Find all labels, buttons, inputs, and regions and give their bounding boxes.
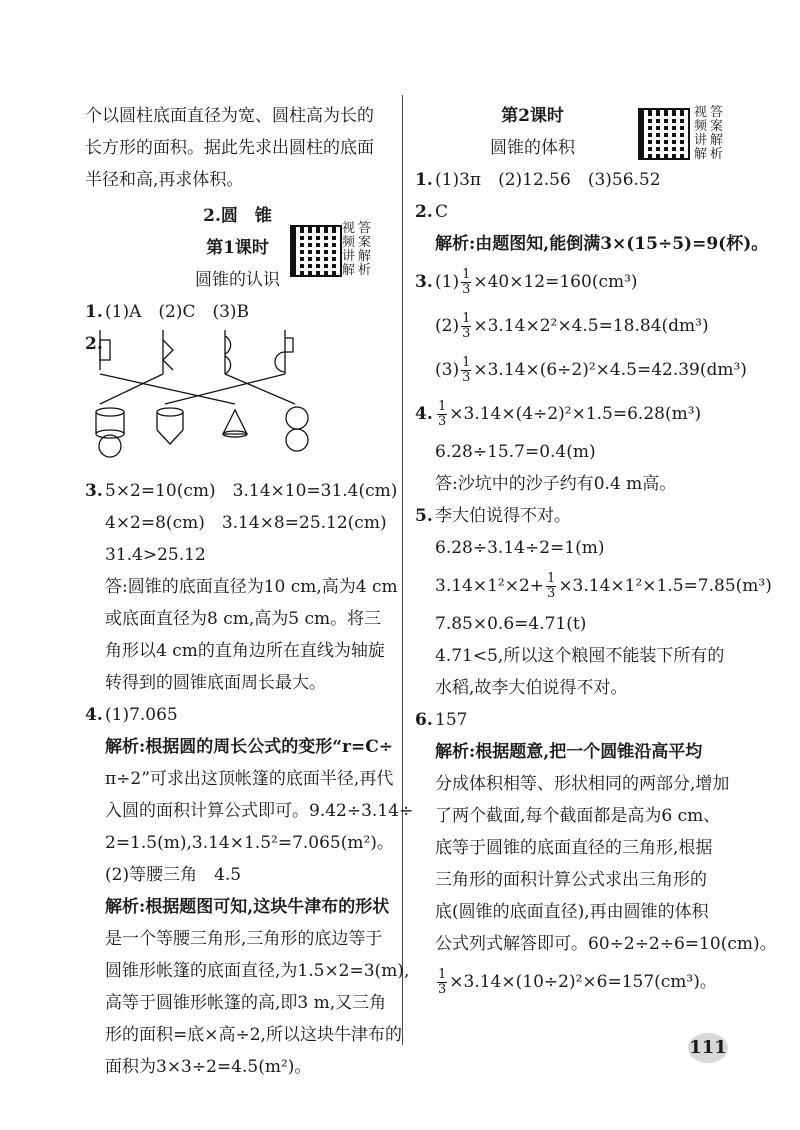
answer-line: 6.28÷3.14÷2=1(m): [435, 538, 605, 558]
explanation-line: 高等于圆锥形帐篷的高,即3 m,又三角: [105, 993, 387, 1013]
qr-caption: 视频讲解 答案解析: [694, 105, 724, 162]
lesson-subtitle: 圆锥的体积: [490, 138, 575, 158]
answer-1: 1. (1)A (2)C (3)B: [85, 302, 250, 322]
answer-line: 7.85×0.6=4.71(t): [435, 614, 587, 634]
answer-6: 6. 157: [415, 710, 468, 730]
answer-line: $\frac{1}{3}$ ×3.14×(10÷2)²×6=157(cm³)。: [438, 967, 717, 997]
fraction: $\frac{1}{3}$: [462, 267, 471, 297]
fraction: $\frac{1}{3}$: [462, 311, 471, 341]
right-column: [415, 100, 777, 1004]
answer-5: 5. 李大伯说得不对。: [415, 506, 571, 526]
explanation-line: 是一个等腰三角形,三角形的底边等于: [105, 929, 383, 949]
answer-line: (3) $\frac{1}{3}$ ×3.14×(6÷2)²×4.5=42.39(dm³): [435, 355, 747, 385]
fraction: $\frac{1}{3}$: [438, 967, 447, 997]
answer-line: 4.71<5,所以这个粮囤不能装下所有的: [435, 646, 725, 666]
explanation-line: π÷2”可求出这顶帐篷的底面半径,再代: [105, 769, 394, 789]
qr-caption: 视频讲解 答案解析: [342, 221, 372, 278]
answer-line: 水稻,故李大伯说得不对。: [435, 678, 628, 698]
answer-line: 或底面直径为8 cm,高为5 cm。将三: [105, 609, 382, 629]
explanation-line: 底(圆锥的底面直径),再由圆锥的体积: [435, 902, 709, 922]
explanation-line: 圆锥形帐篷的底面直径,为1.5×2=3(m),: [105, 961, 410, 981]
carry-line: 半径和高,再求体积。: [85, 170, 244, 190]
answer-line: (2) $\frac{1}{3}$ ×3.14×2²×4.5=18.84(dm³): [435, 311, 709, 341]
answer-4: 4. $\frac{1}{3}$ ×3.14×(4÷2)²×1.5=6.28(m³): [415, 399, 702, 429]
explanation-line: 三角形的面积计算公式求出三角形的: [435, 870, 707, 890]
answer-line: 转得到的圆锥底面周长最大。: [105, 673, 326, 693]
explanation-line: 公式列式解答即可。60÷2÷2÷6=10(cm)。: [435, 934, 777, 954]
section-title: 2.圆 锥: [203, 206, 272, 226]
matching-diagram: [85, 322, 315, 462]
lesson-title: 第2课时: [501, 106, 564, 126]
answer-line: (2)等腰三角 4.5: [105, 865, 242, 885]
answer-3: 3. (1) $\frac{1}{3}$ ×40×12=160(cm³): [415, 267, 638, 297]
explanation-line: 形的面积=底×高÷2,所以这块牛津布的: [105, 1025, 402, 1045]
answer-3: 3. 5×2=10(cm) 3.14×10=31.4(cm): [85, 481, 398, 501]
explanation-line: 2=1.5(m),3.14×1.5²=7.065(m²)。: [105, 833, 394, 853]
answer-2: 2.: [85, 334, 103, 354]
answer-line: 3.14×1²×2+ $\frac{1}{3}$ ×3.14×1²×1.5=7.85(m³): [435, 571, 772, 601]
answer-4: 4. (1)7.065: [85, 705, 178, 725]
carry-line: 个以圆柱底面直径为宽、圆柱高为长的: [85, 106, 374, 126]
fraction: $\frac{1}{3}$: [438, 399, 447, 429]
qr-code-icon[interactable]: [638, 108, 690, 160]
explanation-line: 解析:根据圆的周长公式的变形“r=C÷: [105, 737, 394, 757]
fraction: $\frac{1}{3}$: [547, 571, 556, 601]
qr-code-icon[interactable]: [290, 225, 342, 277]
answer-line: 6.28÷15.7=0.4(m): [435, 442, 596, 462]
answer-line: 4×2=8(cm) 3.14×8=25.12(cm): [105, 513, 387, 533]
carry-line: 长方形的面积。据此先求出圆柱的底面: [85, 138, 374, 158]
answer-line: 角形以4 cm的直角边所在直线为轴旋: [105, 641, 385, 661]
explanation-line: 分成体积相等、形状相同的两部分,增加: [435, 774, 730, 794]
explanation-line: 解析:根据题意,把一个圆锥沿高平均: [435, 742, 703, 762]
answer-2: 2. C: [415, 202, 449, 222]
answer-1: 1. (1)3π (2)12.56 (3)56.52: [415, 170, 661, 190]
explanation-line: 了两个截面,每个截面都是高为6 cm、: [435, 806, 721, 826]
explanation-line: 面积为3×3÷2=4.5(m²)。: [105, 1057, 312, 1077]
lesson-title: 第1课时: [206, 238, 269, 258]
fraction: $\frac{1}{3}$: [462, 355, 471, 385]
answer-line: 答:沙坑中的沙子约有0.4 m高。: [435, 474, 677, 494]
answer-line: 31.4>25.12: [105, 545, 206, 565]
page-number: 111: [688, 1033, 728, 1063]
explanation-line: 解析:根据题图可知,这块牛津布的形状: [105, 897, 390, 917]
explanation-line: 底等于圆锥的底面直径的三角形,根据: [435, 838, 713, 858]
answer-line: 答:圆锥的底面直径为10 cm,高为4 cm: [105, 577, 398, 597]
explanation-line: 解析:由题图知,能倒满3×(15÷5)=9(杯)。: [435, 234, 769, 254]
lesson-subtitle: 圆锥的认识: [195, 270, 280, 290]
column-divider: [402, 95, 403, 1045]
explanation-line: 入圆的面积计算公式即可。9.42÷3.14÷: [105, 801, 414, 821]
